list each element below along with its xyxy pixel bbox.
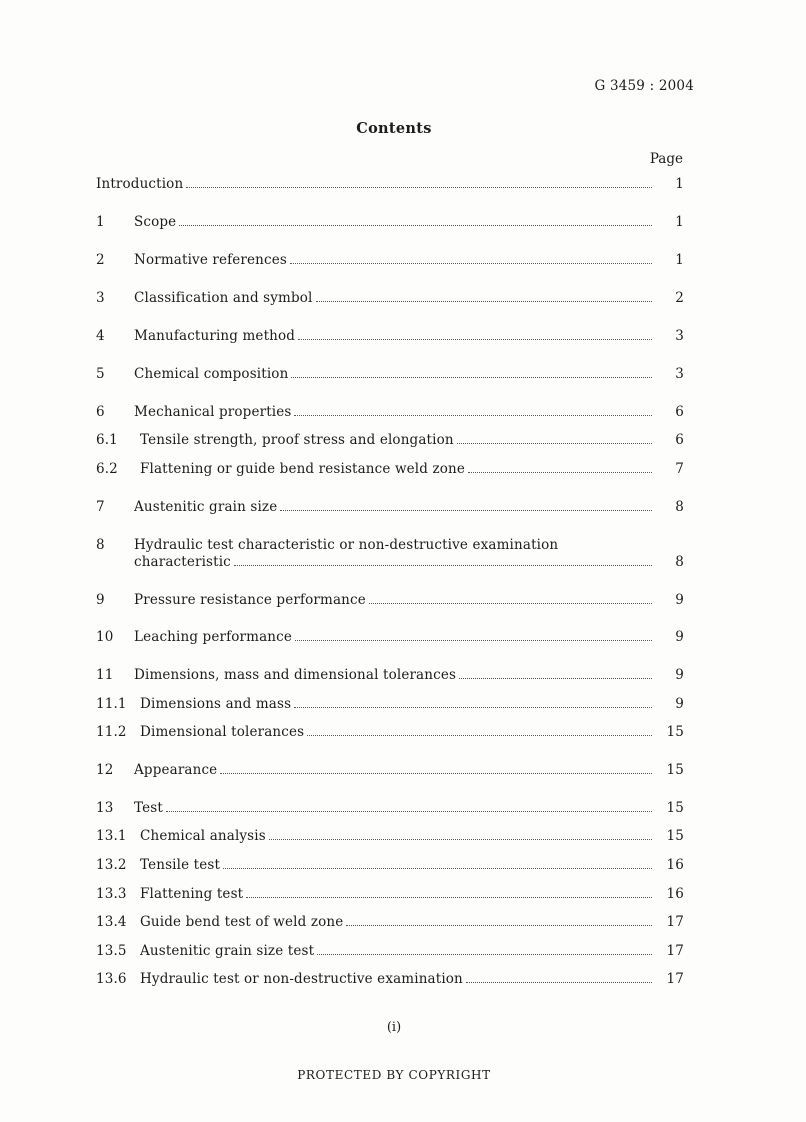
toc-entry-12[interactable] (96, 762, 684, 778)
toc-entry-3[interactable] (96, 290, 684, 306)
toc-entry-page: 17 (666, 943, 684, 959)
dot-leader (466, 982, 652, 983)
dot-leader (295, 640, 652, 641)
toc-entry-title: Austenitic grain size (134, 499, 278, 515)
toc-entry-page: 3 (675, 328, 684, 344)
dot-leader (223, 868, 652, 869)
toc-entry-number: 13.5 (96, 943, 127, 959)
dot-leader (166, 811, 652, 812)
toc-entry-10[interactable] (96, 629, 684, 645)
toc-entry-number: 1 (96, 214, 105, 230)
toc-entry-title: Introduction (96, 176, 184, 192)
toc-entry-title: Dimensional tolerances (140, 724, 305, 740)
toc-entry-title: Flattening or guide bend resistance weld zone (140, 461, 466, 477)
toc-entry-page: 15 (666, 800, 684, 816)
toc-entry-page: 8 (675, 499, 684, 515)
toc-entry-number: 8 (96, 537, 105, 553)
toc-entry-page: 9 (675, 629, 684, 645)
toc-entry-title: Tensile strength, proof stress and elongation (140, 432, 454, 448)
dot-leader (186, 187, 652, 188)
toc-entry-number: 6.2 (96, 461, 118, 477)
toc-entry-number: 9 (96, 592, 105, 608)
toc-entry-13-2[interactable] (96, 857, 684, 873)
page-column-header: Page (649, 151, 683, 167)
toc-entry-title: Normative references (134, 252, 287, 268)
dot-leader (317, 954, 652, 955)
toc-entry-title: Hydraulic test or non-destructive examination (140, 971, 463, 987)
toc-entry-title: Scope (134, 214, 177, 230)
toc-entry-page: 17 (666, 914, 684, 930)
toc-entry-number: 11.2 (96, 724, 127, 740)
toc-entry-title-line2: characteristic (134, 554, 231, 570)
toc-entry-title-continuation (134, 554, 684, 570)
toc-entry-title: Manufacturing method (134, 328, 296, 344)
toc-entry-6-2[interactable] (96, 461, 684, 477)
toc-entry-title: Chemical analysis (140, 828, 266, 844)
toc-entry-page: 9 (675, 696, 684, 712)
toc-entry-11-1[interactable] (96, 696, 684, 712)
toc-entry-number: 10 (96, 629, 114, 645)
toc-entry-title: Dimensions and mass (140, 696, 292, 712)
toc-entry-number: 6 (96, 404, 105, 420)
dot-leader (280, 510, 652, 511)
toc-entry-page: 15 (666, 762, 684, 778)
toc-entry-5[interactable] (96, 366, 684, 382)
dot-leader (369, 603, 652, 604)
toc-entry-6-1[interactable] (96, 432, 684, 448)
toc-entry-page: 2 (675, 290, 684, 306)
toc-entry-number: 13.6 (96, 971, 127, 987)
contents-heading: Contents (356, 120, 432, 137)
toc-entry-title: Dimensions, mass and dimensional tolerances (134, 667, 457, 683)
toc-entry-13-5[interactable] (96, 943, 684, 959)
toc-entry-number: 4 (96, 328, 105, 344)
toc-entry-4[interactable] (96, 328, 684, 344)
toc-entry-title: Pressure resistance performance (134, 592, 366, 608)
toc-entry-page: 1 (675, 214, 684, 230)
dot-leader (298, 339, 652, 340)
toc-entry-13-1[interactable] (96, 828, 684, 844)
toc-entry-title: Leaching performance (134, 629, 292, 645)
toc-entry-number: 12 (96, 762, 114, 778)
toc-entry-title: Mechanical properties (134, 404, 292, 420)
dot-leader (246, 897, 652, 898)
toc-entry-page: 9 (675, 667, 684, 683)
dot-leader (459, 678, 652, 679)
toc-entry-page: 6 (675, 432, 684, 448)
toc-entry-8[interactable] (96, 537, 684, 570)
toc-entry-page: 3 (675, 366, 684, 382)
document-number: G 3459 : 2004 (594, 78, 694, 94)
toc-entry-number: 13.3 (96, 886, 127, 902)
copyright-notice: PROTECTED BY COPYRIGHT (297, 1068, 491, 1082)
dot-leader (234, 565, 652, 566)
toc-entry-title: Chemical composition (134, 366, 289, 382)
page-number: (i) (386, 1020, 402, 1035)
toc-entry-page: 15 (666, 724, 684, 740)
dot-leader (290, 263, 652, 264)
toc-entry-title: Austenitic grain size test (140, 943, 315, 959)
toc-entry-page: 17 (666, 971, 684, 987)
dot-leader (316, 301, 652, 302)
toc-entry-number: 3 (96, 290, 105, 306)
toc-entry-number: 6.1 (96, 432, 118, 448)
toc-entry-page: 1 (675, 176, 684, 192)
toc-entry-page: 7 (675, 461, 684, 477)
toc-entry-1[interactable] (96, 214, 684, 230)
toc-entry-page: 15 (666, 828, 684, 844)
toc-entry-title: Classification and symbol (134, 290, 313, 306)
dot-leader (179, 225, 652, 226)
toc-entry-11[interactable] (96, 667, 684, 683)
toc-entry-number: 13 (96, 800, 114, 816)
dot-leader (269, 839, 652, 840)
dot-leader (468, 472, 652, 473)
toc-entry-number: 2 (96, 252, 105, 268)
toc-entry-number: 13.2 (96, 857, 127, 873)
toc-entry-13[interactable] (96, 800, 684, 816)
toc-entry-11-2[interactable] (96, 724, 684, 740)
toc-entry-title: Flattening test (140, 886, 244, 902)
toc-entry-title: Appearance (134, 762, 218, 778)
toc-entry-number: 7 (96, 499, 105, 515)
toc-entry-page: 9 (675, 592, 684, 608)
toc-entry-number: 5 (96, 366, 105, 382)
toc-entry-13-6[interactable] (96, 971, 684, 987)
toc-entry-page: 8 (675, 554, 684, 570)
dot-leader (291, 377, 652, 378)
toc-entry-6[interactable] (96, 404, 684, 420)
toc-entry-number: 11 (96, 667, 114, 683)
dot-leader (307, 735, 652, 736)
dot-leader (220, 773, 652, 774)
toc-entry-title: Guide bend test of weld zone (140, 914, 344, 930)
toc-entry-title-block (134, 537, 684, 570)
toc-entry-13-3[interactable] (96, 886, 684, 902)
toc-entry-7[interactable] (96, 499, 684, 515)
toc-entry-page: 6 (675, 404, 684, 420)
dot-leader (457, 443, 652, 444)
toc-entry-2[interactable] (96, 252, 684, 268)
toc-entry-title: Test (134, 800, 163, 816)
toc-entry-title: Hydraulic test characteristic or non-destructive examination (134, 537, 559, 553)
toc-entry-number: 11.1 (96, 696, 127, 712)
dot-leader (346, 925, 652, 926)
toc-entry-13-4[interactable] (96, 914, 684, 930)
toc-entry-title: Tensile test (140, 857, 221, 873)
toc-entry-number: 13.1 (96, 828, 127, 844)
toc-entry-page: 16 (666, 857, 684, 873)
dot-leader (294, 415, 652, 416)
toc-entry-number: 13.4 (96, 914, 127, 930)
toc-entry-page: 1 (675, 252, 684, 268)
toc-entry-9[interactable] (96, 592, 684, 608)
toc-entry-page: 16 (666, 886, 684, 902)
toc-entry-introduction[interactable] (96, 176, 684, 192)
dot-leader (294, 707, 652, 708)
